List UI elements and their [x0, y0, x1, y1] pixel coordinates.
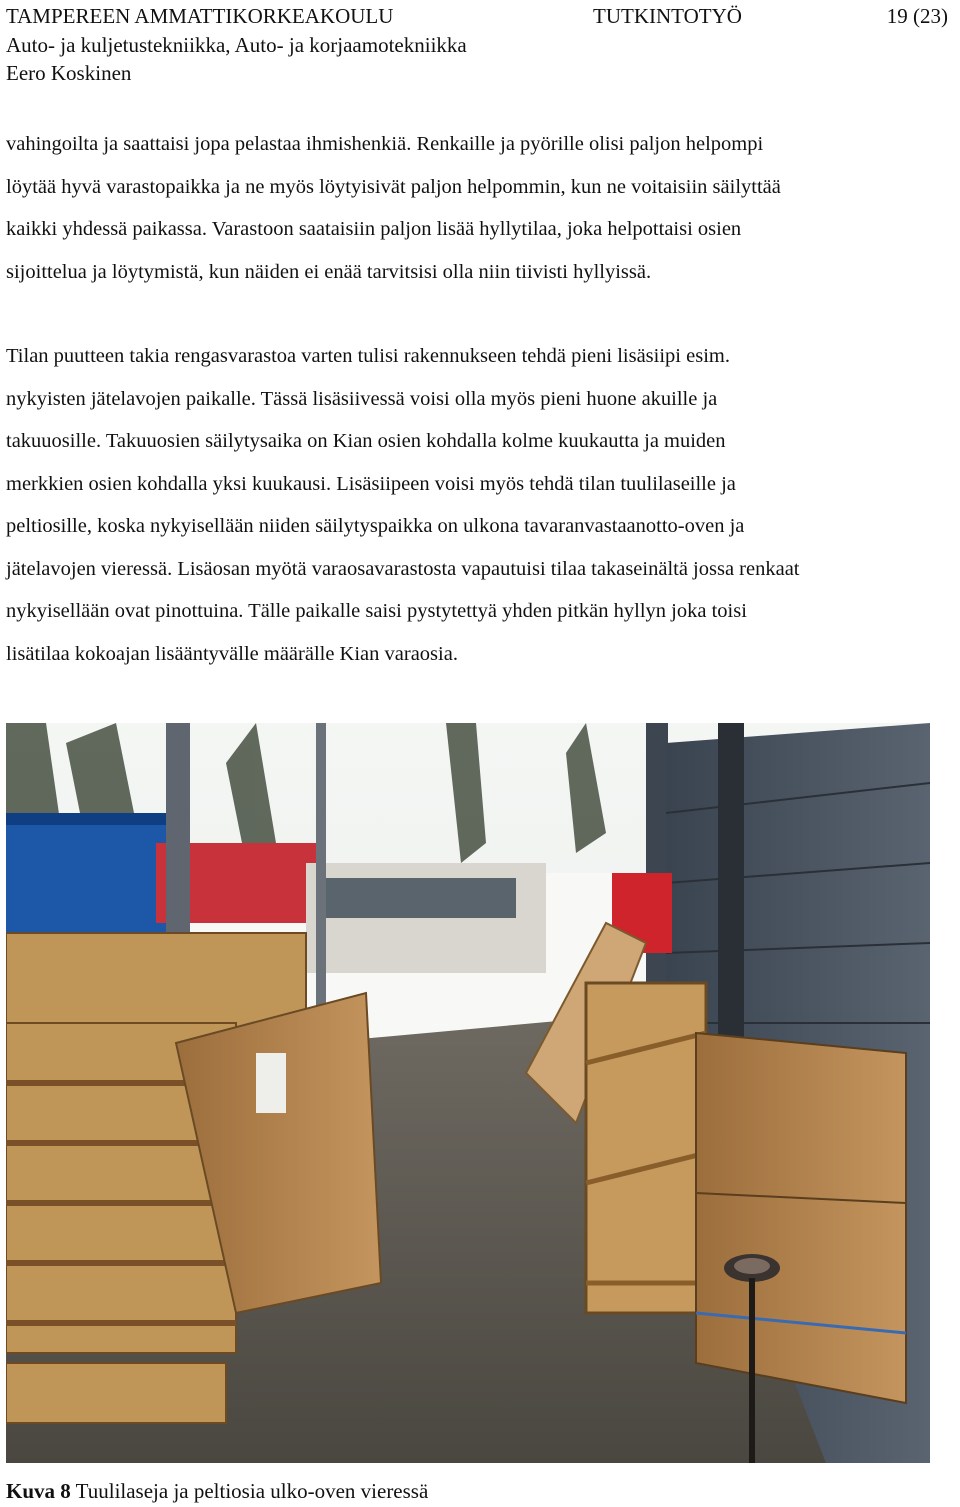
text-line: Tilan puutteen takia rengasvarastoa varten tulisi rakennukseen tehdä pieni lisäsiipi esim. [6, 345, 730, 367]
figure-caption-text: Tuulilaseja ja peltiosia ulko-oven vieressä [75, 1479, 429, 1503]
text-line: peltiosille, koska nykyisellään niiden säilytyspaikka on ulkona tavaranvastaanotto-oven ja [6, 515, 745, 537]
paragraph-2 [6, 340, 960, 680]
figure-caption [6, 1477, 428, 1505]
canopy-post-mid [316, 723, 326, 1023]
text-line: löytää hyvä varastopaikka ja ne myös löytyisivät paljon helpommin, kun ne voitaisiin säilyttää [6, 175, 781, 198]
text-line: nykyisellään ovat pinottuina. Tälle paikalle saisi pystytettyä yhden pitkän hyllyn joka toisi [6, 600, 747, 622]
text-line: takuuosille. Takuuosien säilytysaika on Kian osien kohdalla kolme kuukautta ja muiden [6, 430, 726, 452]
paragraph-1 [6, 128, 960, 298]
right-cardboard-boxes [696, 1033, 906, 1403]
school-name: TAMPEREEN AMMATTIKORKEAKOULU [6, 4, 394, 28]
text-line: lisätilaa kokoajan lisääntyvälle määrälle Kian varaosia. [6, 642, 458, 665]
degree-program: Auto- ja kuljetustekniikka, Auto- ja korjaamotekniikka [6, 33, 467, 57]
right-crates [586, 983, 706, 1313]
document-type: TUTKINTOTYÖ [593, 4, 742, 28]
figure-label: Kuva 8 [6, 1479, 71, 1503]
text-line: kaikki yhdessä paikassa. Varastoon saataisiin paljon lisää hyllytilaa, joka helpottaisi osien [6, 218, 742, 240]
text-line: vahingoilta ja saattaisi jopa pelastaa ihmishenkiä. Renkaille ja pyörille olisi paljon helpompi [6, 133, 764, 155]
text-line: merkkien osien kohdalla yksi kuukausi. Lisäsiipeen voisi myös tehdä tilan tuulilaseille ja [6, 472, 736, 495]
text-line: nykyisten jätelavojen paikalle. Tässä lisäsiivessä voisi olla myös pieni huone akuille ja [6, 387, 718, 410]
downpipe [718, 723, 744, 1053]
page-number: 19 (23) [886, 4, 948, 28]
text-line: sijoittelua ja löytymistä, kun näiden ei enää tarvitsisi olla niin tiivisti hyllyissä. [6, 260, 652, 283]
figure-photo [6, 723, 930, 1463]
author-name: Eero Koskinen [6, 61, 132, 85]
text-line: jätelavojen vieressä. Lisäosan myötä varaosavarastosta vapautuisi tilaa takaseinältä jossa renkaat [6, 557, 800, 580]
